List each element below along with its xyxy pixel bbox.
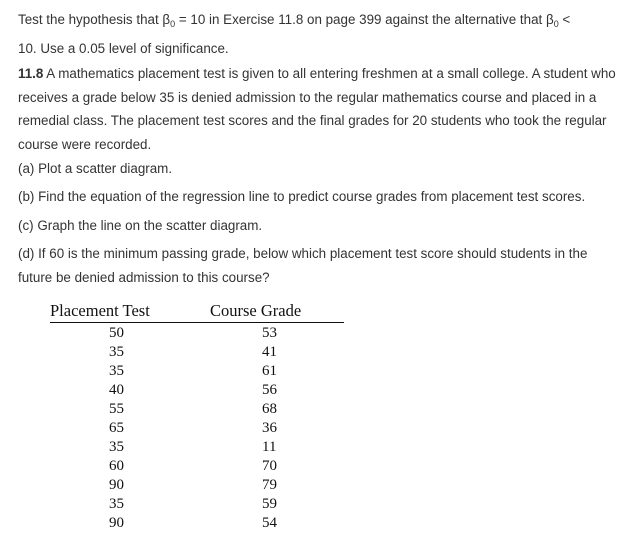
course-grade-cell: 41 [262,344,277,360]
part-b: (b) Find the equation of the regression line to predict course grades from placement test scores. [18,189,586,204]
table-row [50,400,335,419]
header-placement-test: Placement Test [50,301,150,320]
placement-score-cell: 35 [109,439,124,455]
table-body [50,324,335,533]
placement-score-cell: 65 [109,420,124,436]
placement-score-cell: 60 [109,458,124,474]
table-header [50,298,335,324]
placement-score-cell: 35 [109,363,124,379]
course-grade-cell: 53 [262,325,277,341]
problem-text-4: 10. Use a 0.05 level of significance. [18,40,229,56]
part-d: (d) If 60 is the minimum passing grade, below which placement test score should students in the future be denied admission to this course? [18,246,588,285]
table-row [50,381,335,400]
exercise-number: 11.8 [18,66,44,81]
table-row [50,438,335,457]
part-a: (a) Plot a scatter diagram. [18,161,173,176]
course-grade-cell: 36 [262,420,277,436]
table-row [50,343,335,362]
beta-subscript-2: 0 [553,19,559,29]
beta-symbol: β [162,12,171,27]
course-grade-cell: 61 [262,363,277,379]
header-course-grade: Course Grade [210,301,302,320]
table-row [50,495,335,514]
placement-score-cell: 90 [109,515,124,531]
exercise-text: A mathematics placement test is given to all entering freshmen at a small college. A student who receives a grade below 35 is denied admission to the regular mathematics course and placed in a remedial class. The placement test scores and the final grades for 20 students who took the regular course were recorded. [18,66,616,152]
header-rule [50,322,344,323]
exercise-description [18,62,622,156]
beta-symbol-2: β [545,12,554,27]
course-grade-cell: 56 [262,382,277,398]
table-row [50,324,335,343]
problem-text-2: = 10 in Exercise 11.8 on page 399 against the alternative that [175,12,546,27]
placement-score-cell: 35 [109,344,124,360]
table-row [50,476,335,495]
table-row [50,419,335,438]
course-grade-cell: 59 [262,496,277,512]
placement-score-cell: 40 [109,382,124,398]
placement-score-cell: 90 [109,477,124,493]
problem-text-3: < [558,12,571,27]
course-grade-cell: 70 [262,458,277,474]
part-c: (c) Graph the line on the scatter diagram. [18,218,263,233]
table-row [50,457,335,476]
placement-score-cell: 50 [109,325,124,341]
course-grade-cell: 68 [262,401,277,417]
placement-score-cell: 35 [109,496,124,512]
problem-statement [18,8,622,60]
table-row [50,362,335,381]
beta-subscript: 0 [170,19,176,29]
data-table [50,298,335,533]
course-grade-cell: 79 [262,477,277,493]
table-row [50,514,335,533]
course-grade-cell: 54 [262,515,277,531]
problem-text-1: Test the hypothesis that [18,12,163,27]
course-grade-cell: 11 [262,439,277,455]
placement-score-cell: 55 [109,401,124,417]
